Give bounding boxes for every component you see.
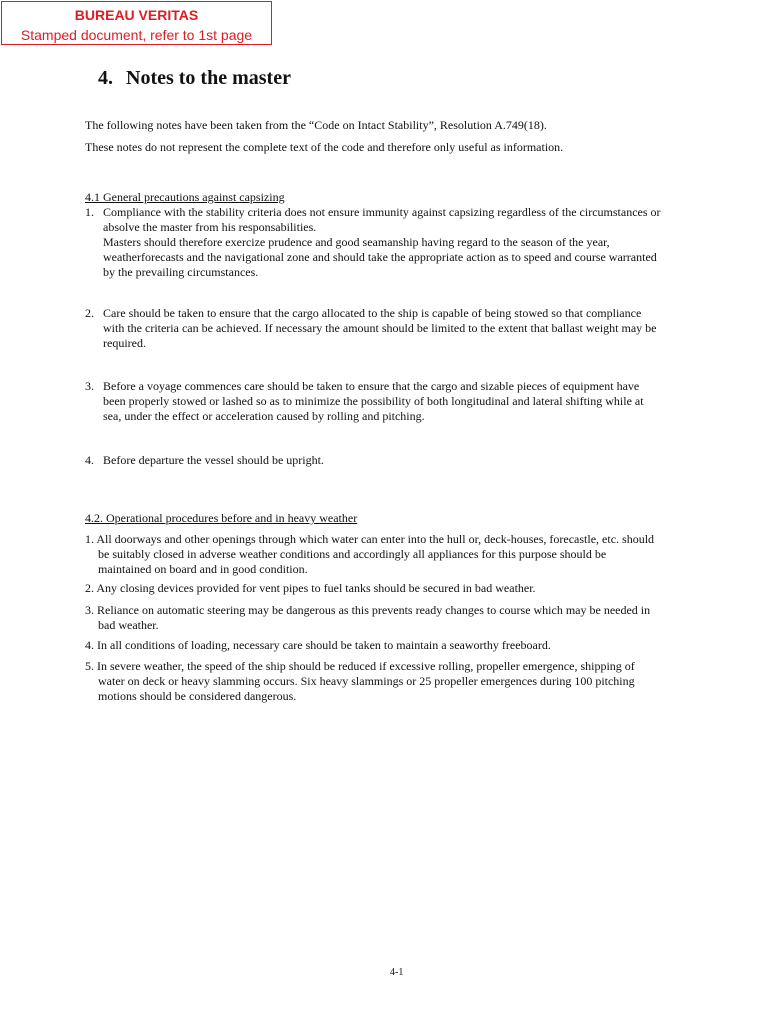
item-line: with the criteria can be achieved. If necessary the amount should be limited to the extent that ballast weight may be [103, 321, 657, 335]
list-item-4-1-4 [85, 453, 725, 468]
intro-paragraph-1: The following notes have been taken from the “Code on Intact Stability”, Resolution A.749(18). [85, 118, 547, 132]
item-line: 2. Any closing devices provided for vent pipes to fuel tanks should be secured in bad weather. [85, 581, 536, 595]
section-heading-4-1: 4.1 General precautions against capsizing [85, 190, 285, 204]
item-line: maintained on board and in good condition. [98, 562, 308, 576]
item-body [85, 306, 725, 351]
list-item-4-2-1 [85, 532, 725, 577]
item-line: Care should be taken to ensure that the cargo allocated to the ship is capable of being stowed so that compliance [103, 306, 642, 320]
title-number: 4. [98, 67, 113, 89]
item-line: Before departure the vessel should be upright. [103, 453, 324, 467]
item-line: motions should be considered dangerous. [98, 689, 297, 703]
item-line: Masters should therefore exercize prudence and good seamanship having regard to the season of the year, [103, 235, 610, 249]
item-line: Before a voyage commences care should be taken to ensure that the cargo and sizable pieces of equipment have [103, 379, 640, 393]
title-text: Notes to the master [126, 67, 291, 89]
list-item-4-1-1 [85, 205, 725, 280]
list-item-4-2-4 [85, 638, 725, 653]
item-body [85, 379, 725, 424]
item-line: bad weather. [98, 618, 159, 632]
item-line: been properly stowed or lashed so as to minimize the possibility of both longitudinal and lateral shifting while at [103, 394, 644, 408]
item-number: 4. [85, 453, 94, 467]
item-body [85, 453, 725, 468]
item-number: 3. [85, 379, 94, 393]
item-line: Compliance with the stability criteria does not ensure immunity against capsizing regardless of the circumstances or [103, 205, 661, 219]
item-line: required. [103, 336, 146, 350]
item-line: absolve the master from his responsabilities. [103, 220, 317, 234]
list-item-4-1-2 [85, 306, 725, 351]
list-item-4-2-3 [85, 603, 725, 633]
item-line: water on deck or heavy slamming occurs. Six heavy slammings or 25 propeller emergences during 100 pitching [98, 674, 635, 688]
intro-paragraph-2: These notes do not represent the complete text of the code and therefore only useful as information. [85, 140, 564, 154]
item-line: be suitably closed in adverse weather conditions and accordingly all appliances for this purpose should be [98, 547, 607, 561]
list-item-4-2-5 [85, 659, 725, 704]
bureau-veritas-stamp [1, 1, 272, 45]
stamp-note: Stamped document, refer to 1st page [20, 27, 253, 43]
item-line: 3. Reliance on automatic steering may be dangerous as this prevents ready changes to course which may be needed in [85, 603, 651, 617]
item-line: sea, under the effect or acceleration caused by rolling and pitching. [103, 409, 425, 423]
item-number: 1. [85, 205, 94, 219]
page-title [98, 66, 291, 90]
item-number: 2. [85, 306, 94, 320]
item-line: 5. In severe weather, the speed of the ship should be reduced if excessive rolling, propeller emergence, shipping of [85, 659, 635, 673]
item-body [85, 205, 725, 280]
list-item-4-1-3 [85, 379, 725, 424]
list-item-4-2-2 [85, 581, 725, 596]
page-number: 4-1 [390, 967, 404, 978]
item-line: 4. In all conditions of loading, necessary care should be taken to maintain a seaworthy freeboard. [85, 638, 551, 652]
stamp-title: BUREAU VERITAS [74, 7, 199, 23]
item-line: weatherforecasts and the navigational zone and should take the appropriate action as to speed and course warranted [103, 250, 657, 264]
item-line: 1. All doorways and other openings through which water can enter into the hull or, deck-houses, forecastle, etc. should [85, 532, 655, 546]
section-heading-4-2: 4.2. Operational procedures before and in heavy weather [85, 511, 358, 525]
item-line: by the prevailing circumstances. [103, 265, 259, 279]
